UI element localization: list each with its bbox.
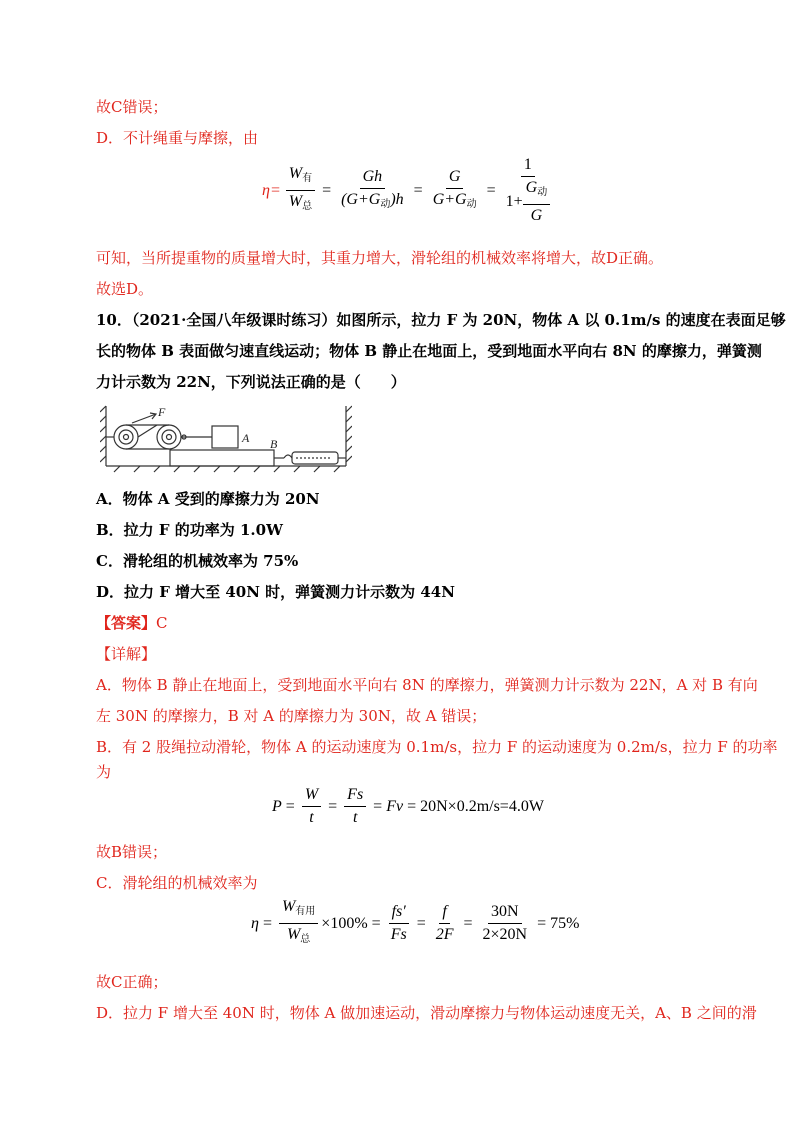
fraction-one: 1 1+ $\frac{G_动}{G}$ xyxy=(503,156,554,225)
answer-line xyxy=(96,613,168,633)
option-b: B．拉力 F 的功率为 1.0W xyxy=(96,521,283,539)
choose-d: 故选D。 xyxy=(96,280,154,298)
explain-b-wrong: 故B错误； xyxy=(96,843,168,861)
option-d: D．拉力 F 增大至 40N 时，弹簧测力计示数为 44N xyxy=(96,583,455,601)
label-b: B xyxy=(270,437,278,451)
question-line-1: 10．（2021·全国八年级课时练习）如图所示，拉力 F 为 20N，物体 A 以 0.1m/s 的速度在表面足够 xyxy=(96,311,786,329)
answer-tag: 【答案】 xyxy=(96,614,157,632)
efficiency-formula-2: η = $\frac{W_{有用}}{W_总}$ ×100% = $\frac{fs'}{Fs}$ = $\frac{f}{2F}$ = $\frac{30N}{2\times 20N}$ = 75% xyxy=(251,898,580,945)
question-line-2: 长的物体 B 表面做匀速直线运动；物体 B 静止在地面上，受到地面水平向右 8N 的摩擦力，弹簧测 xyxy=(96,342,762,360)
fraction-w-ratio: $\frac{W_有}{W_总}$ xyxy=(286,165,315,216)
efficiency-formula-1: η= $\frac{W_有}{W_总}$ = $\frac{Gh}{(G+G_动)h}$ = $\frac{G}{G+G_动}$ = 1 1+ $\frac{G_动}{G}$ xyxy=(262,156,556,225)
explain-a-2: 左 30N 的摩擦力，B 对 A 的摩擦力为 30N，故 A 错误； xyxy=(96,707,487,725)
explain-a-1: A．物体 B 静止在地面上，受到地面水平向右 8N 的摩擦力，弹簧测力计示数为 22N，A 对 B 有向 xyxy=(96,676,758,694)
d-intro-line: D．不计绳重与摩擦，由 xyxy=(96,129,259,147)
detail-tag: 【详解】 xyxy=(96,645,157,663)
answer-value: C xyxy=(156,614,168,632)
explain-c-1: C．滑轮组的机械效率为 xyxy=(96,874,258,892)
conclusion-d: 可知，当所提重物的质量增大时，其重力增大，滑轮组的机械效率将增大，故D正确。 xyxy=(96,249,664,267)
fraction-gh: $\frac{Gh}{(G+G_动)h}$ xyxy=(341,167,404,210)
fraction-g: $\frac{G}{G+G_动}$ xyxy=(432,167,477,210)
power-formula: P = $\frac{W}{t}$ = $\frac{Fs}{t}$ = Fv = 20N×0.2m/s=4.0W xyxy=(272,786,544,826)
question-line-3: 力计示数为 22N，下列说法正确的是（ ） xyxy=(96,373,406,391)
option-c: C．滑轮组的机械效率为 75% xyxy=(96,552,299,570)
explain-b-2: 为 xyxy=(96,763,112,781)
label-a: A xyxy=(242,431,250,445)
label-f: F xyxy=(158,405,166,419)
explain-d-1: D．拉力 F 增大至 40N 时，物体 A 做加速运动，滑动摩擦力与物体运动速度无关，A、B 之间的滑 xyxy=(96,1004,757,1022)
explain-c-right: 故C正确； xyxy=(96,973,168,991)
explain-b-1: B．有 2 股绳拉动滑轮，物体 A 的运动速度为 0.1m/s，拉力 F 的运动速度为 0.2m/s，拉力 F 的功率 xyxy=(96,738,778,756)
pulley-figure xyxy=(100,404,352,474)
eta-symbol: η= xyxy=(262,181,281,199)
option-a: A．物体 A 受到的摩擦力为 20N xyxy=(96,490,320,508)
c-wrong-line: 故C错误； xyxy=(96,98,168,116)
